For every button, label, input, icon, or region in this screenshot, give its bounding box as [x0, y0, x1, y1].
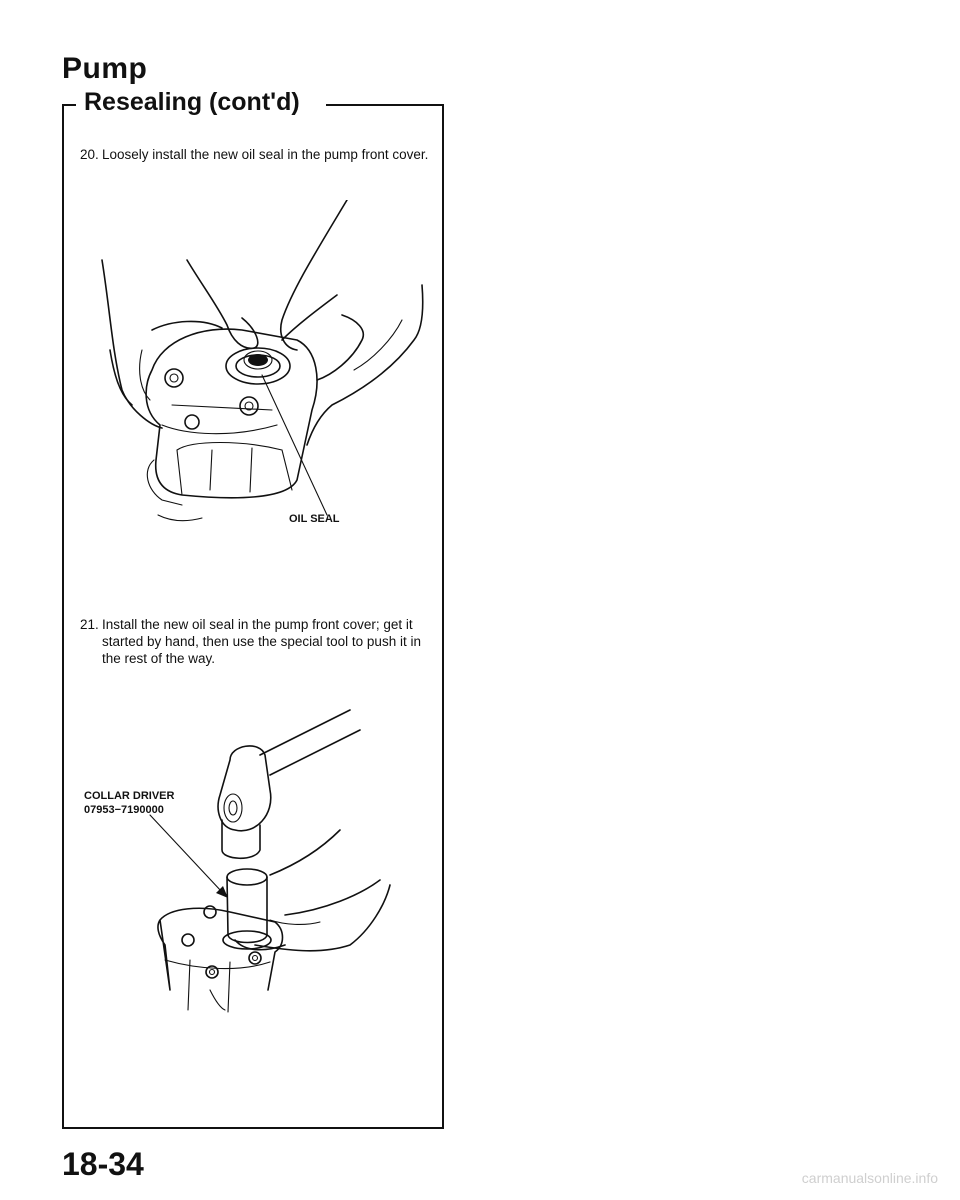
step-text: Install the new oil seal in the pump front cover; get it started by hand, then use the special tool to push it in the rest of the way. — [102, 617, 421, 666]
collar-driver-leader-line — [150, 815, 222, 892]
collar-driver-illustration — [70, 690, 440, 1040]
oil-seal-install-illustration — [92, 200, 432, 540]
step-number: 20. — [80, 147, 99, 162]
collar-driver-callout — [84, 789, 174, 817]
pump-housing — [146, 329, 317, 498]
hammer-head — [218, 746, 271, 831]
page-number: 18-34 — [62, 1146, 144, 1182]
cover-bolt-1 — [204, 906, 216, 918]
step-21 — [80, 616, 440, 667]
frame-top-right-rule — [326, 104, 442, 106]
holding-hand — [270, 830, 340, 875]
cover-bolt-2 — [182, 934, 194, 946]
frame-top-left-rule — [62, 104, 76, 106]
hammer-handle — [260, 710, 360, 775]
collar-driver-top — [227, 869, 267, 885]
section-title: Resealing (cont'd) — [84, 88, 300, 116]
step-20 — [80, 146, 440, 163]
step-text: Loosely install the new oil seal in the pump front cover. — [102, 147, 429, 162]
left-hand — [102, 260, 162, 428]
watermark: carmanualsonline.info — [801, 1170, 938, 1186]
bolt-lower — [185, 415, 199, 429]
collar-driver-part-number: 07953−7190000 — [84, 804, 164, 816]
right-hand — [281, 200, 347, 350]
step-number: 21. — [80, 617, 99, 632]
page-title: Pump — [62, 52, 148, 85]
bolt-left — [165, 369, 183, 387]
cover-bolt-3 — [249, 952, 261, 964]
oil-seal-callout: OIL SEAL — [289, 513, 340, 525]
collar-driver-label: COLLAR DRIVER — [84, 790, 175, 802]
seal-under-driver — [223, 931, 271, 949]
bolt-center — [240, 397, 258, 415]
